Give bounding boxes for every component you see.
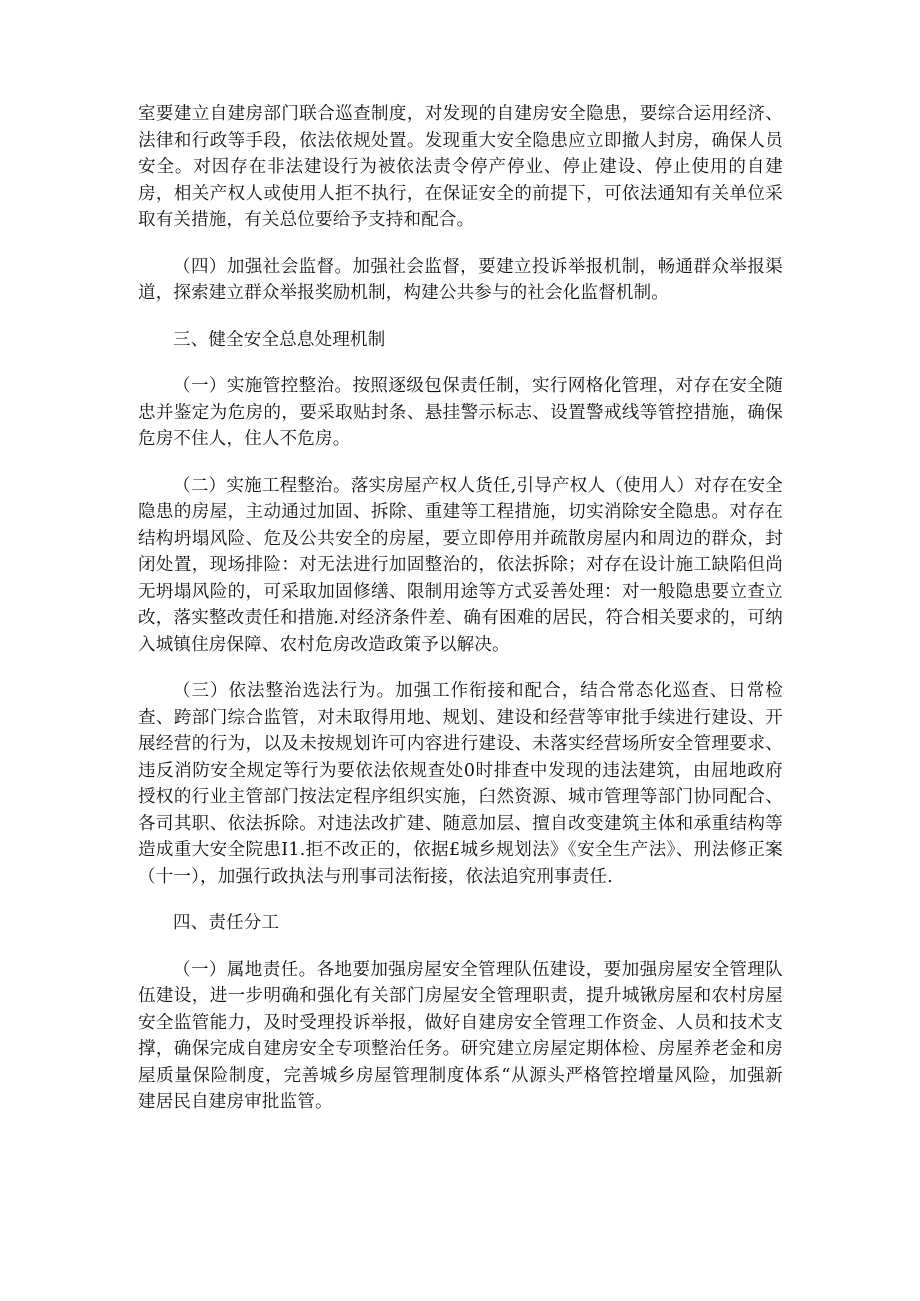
paragraph-inspection-system: 室要建立自建房部门联合巡查制度，对发现的自建房安全隐患，要综合运用经济、法律和行政等手段，依法依规处置。发现重大安全隐患应立即撤人封房，确保人员安全。对因存在非法建设行为被依法责令停产停业、停止建设、停止使用的自建房，相关产权人或使用人拒不执行，在保证安全的前提下，可依法通知有关单位采取有关措施，有关总位要给予支持和配合。 — [138, 104, 783, 230]
paragraph-legal-rectification: （三）依法整治选法行为。加强工作衔接和配合，结合常态化巡查、日常检查、跨部门综合监管，对未取得用地、规划、建设和经营等审批手续进行建设、开展经营的行为，以及未按规划许可内容进行建设、未落实经营场所安全管理要求、违反消防安全规定等行为要依法依规查处0时排查中发现的违法建筑，由屈地政府授权的行业主管部门按法定程序组织实施，臼然资源、城市管理等部门协同配合、各司其职、依法拆除。对违法改扩建、随意加层、擅自改变建筑主体和承重结构等造成重大安全院患I1.拒不改正的，依据£城乡规划法》《安全生产法》、刑法修正案（十一），加强行政执法与刑事司法衔接，依法追究刑事责任. — [138, 681, 783, 887]
section-heading-responsibilities: 四、责任分工 — [173, 913, 280, 933]
paragraph-engineering-rectification: （二）实施工程整治。落实房屋产权人货任,引导产权人（使用人）对存在安全隐患的房屋，主动通过加固、拆除、重建等工程措施，切实消除安全隐患。对存在结构坍塌风险、危及公共安全的房屋，要立即停用并疏散房屋内和周边的群众，封闭处置，现场排险：对无法进行加固整治的，依法拆除；对存在设计施工缺陷但尚无坍塌风险的，可采取加固修缮、限制用途等方式妥善处理：对一般隐患要立查立改，落实整改责任和措施.对经济条件差、确有困难的居民，符合相关要求的，可纳入城镇住房保障、农村危房改造政策予以解决。 — [138, 475, 783, 655]
document-body — [138, 101, 783, 1136]
section-heading-hazard-handling: 三、健全安全总息处理机制 — [173, 329, 386, 350]
paragraph-territorial-responsibility: （一）属地责任。各地要加强房屋安全管理队伍建设，要加强房屋安全管理队伍建设，进一步明确和强化有关部门房屋安全管理职责，提升城锹房屋和农村房屋安全监管能力，及时受理投诉举报，做好自建房安全管理工作资金、人员和技术支撑，确保完成自建房安全专项整治任务。研究建立房屋定期体检、房屋养老金和房屋质量保险制度，完善城乡房屋管理制度体系“从源头严格管控增量风险，加强新建居民自建房审批监管。 — [138, 959, 783, 1112]
paragraph-control-rectification: （一）实施管控整治。按照逐级包保责任制，实行网格化管理，对存在安全随忠并鉴定为危房的，要采取贴封条、悬挂警示标志、设置警戒线等管控措施，确保危房不住人，住人不危房。 — [138, 376, 783, 449]
paragraph-social-supervision: （四）加强社会监督。加强社会监督，要建立投诉举报机制，畅通群众举报渠道，探索建立群众举报奖励机制，构建公共参与的社会化监督机制。 — [138, 256, 783, 303]
